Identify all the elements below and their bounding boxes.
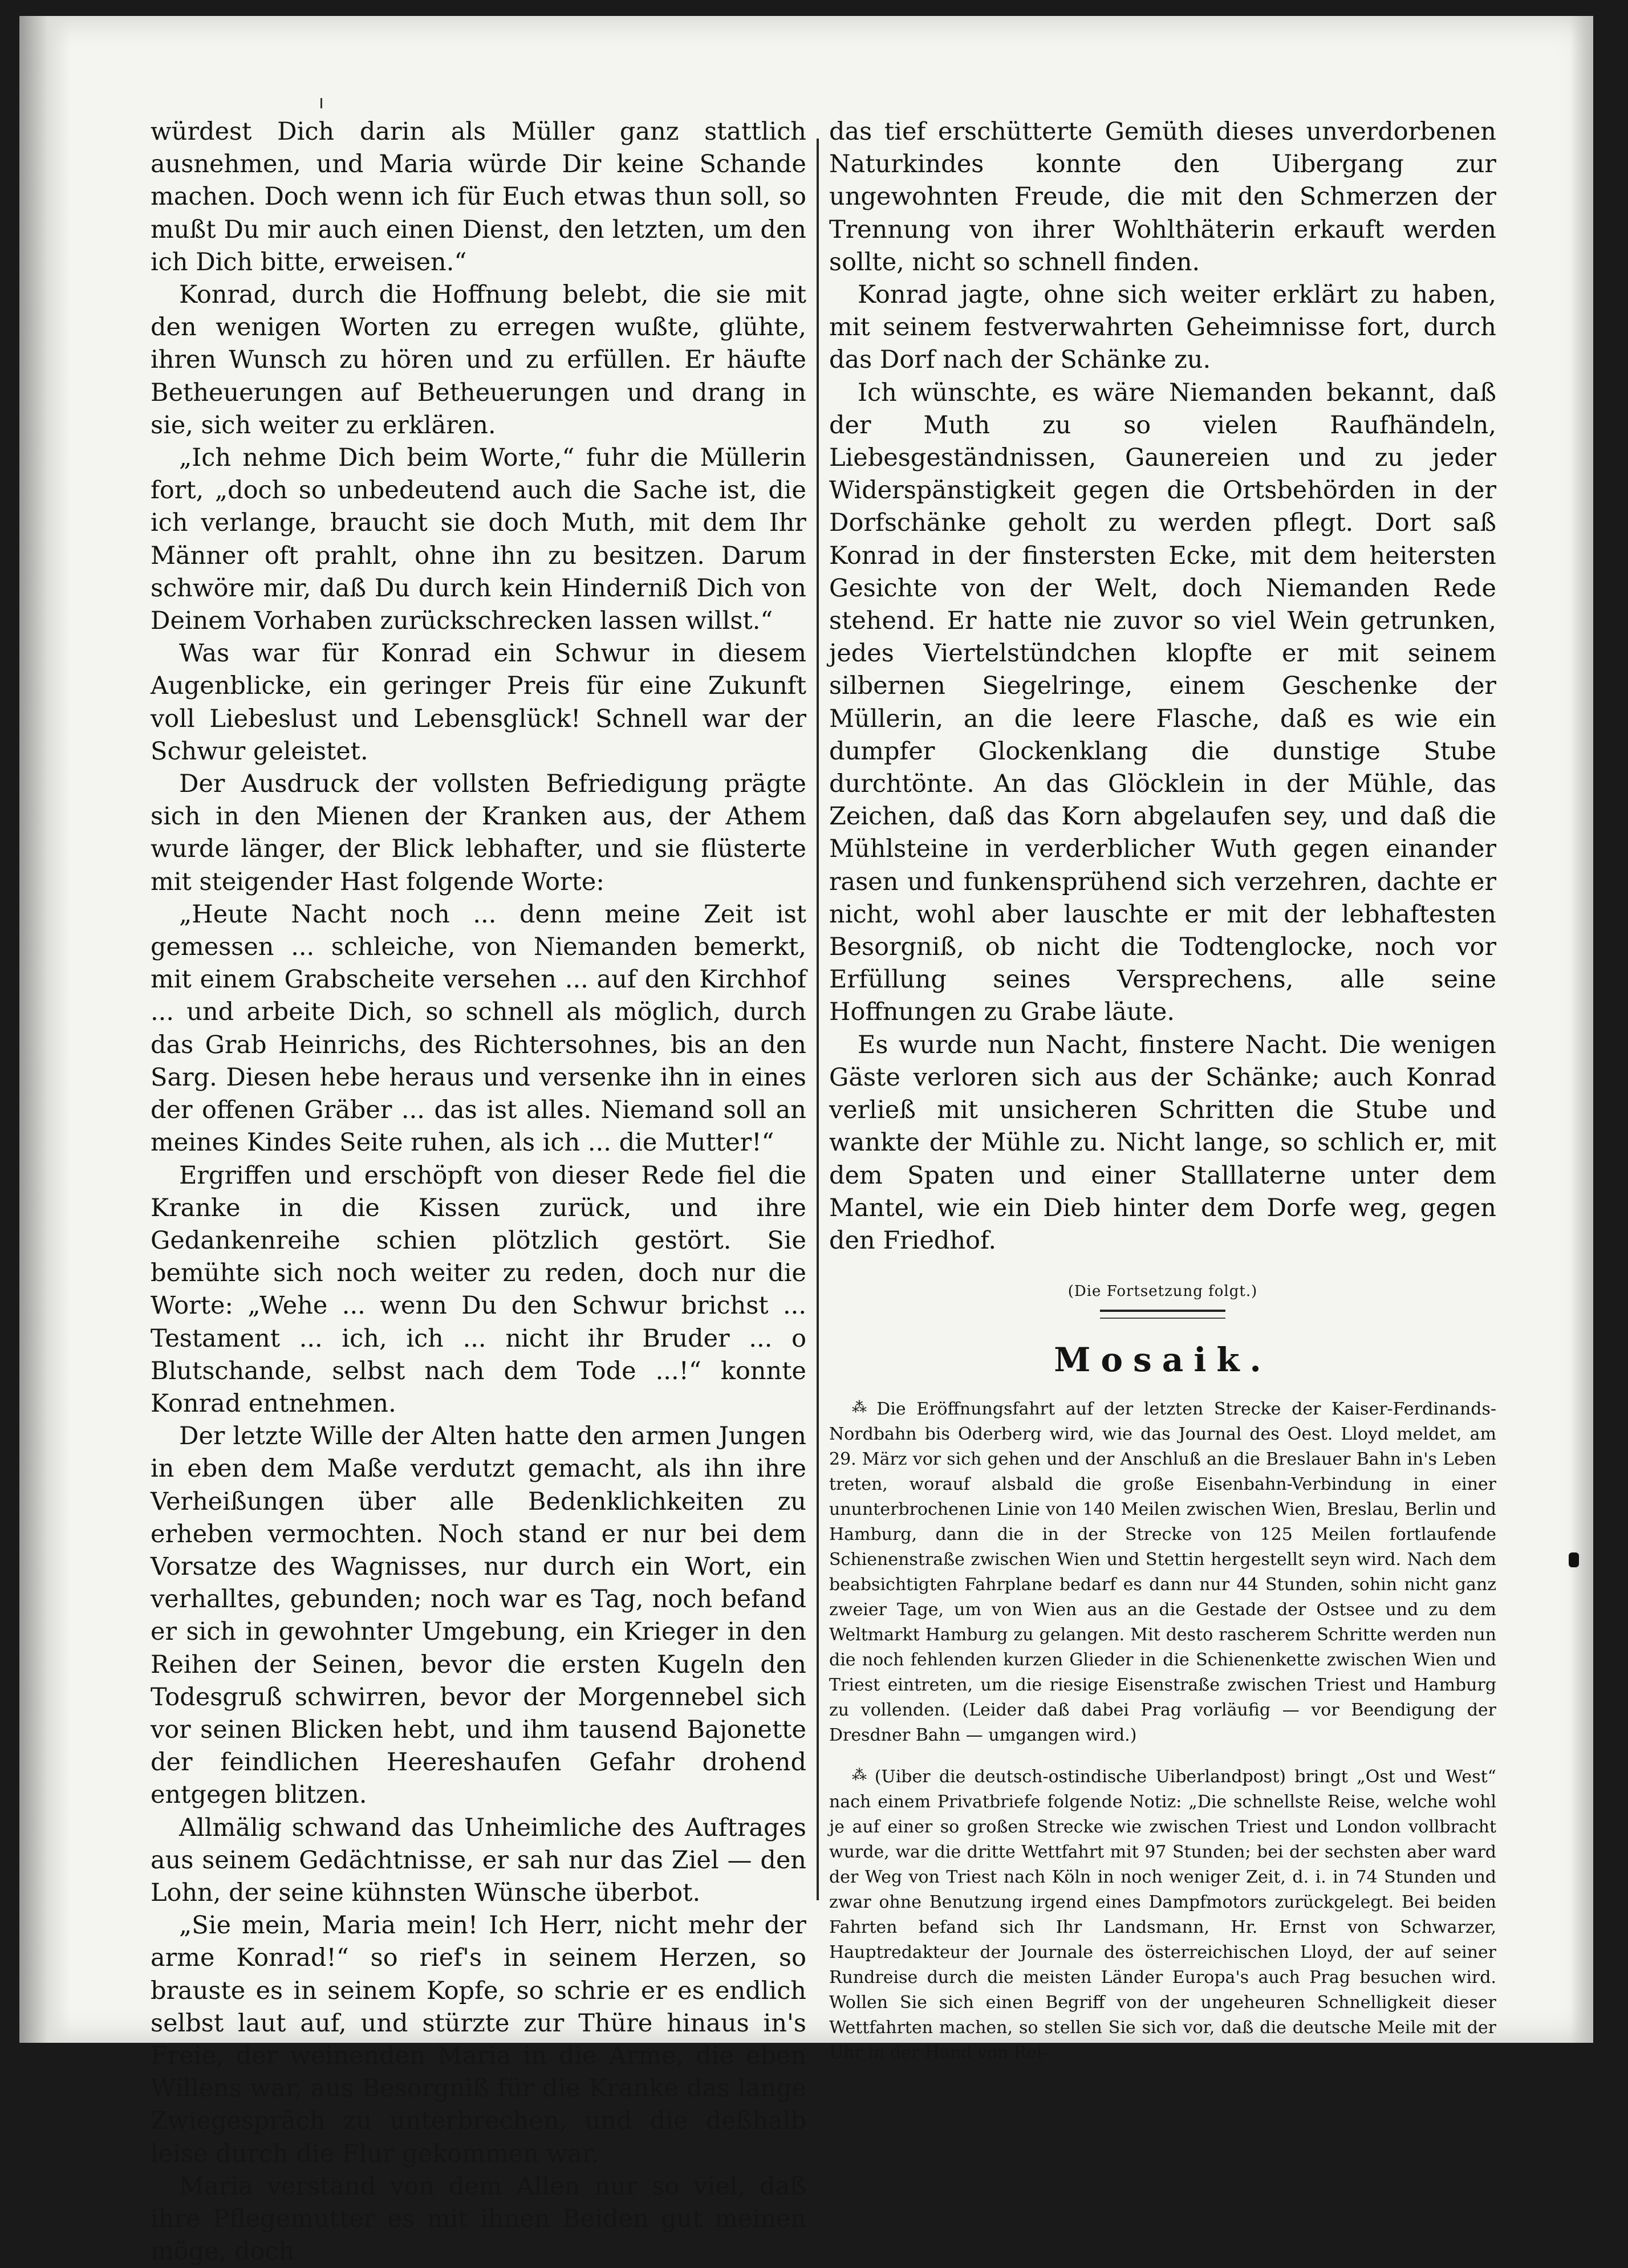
left-column [151, 116, 806, 2268]
news-item [829, 1763, 1496, 2066]
margin-bullet-mark [1569, 1552, 1579, 1567]
newspaper-page [19, 16, 1593, 2266]
paragraph: Der letzte Wille der Alten hatte den armen Jungen in eben dem Maße verdutzt gemacht, als ihn ihre Verheißungen über alle Bedenklichkeiten zu erheben vermochten. Noch stand er nur bei dem Vorsatze des Wagnisses, nur durch ein Wort, ein verhalltes, gebunden; noch war es Tag, noch befand er sich in gewohnter Umgebung, ein Krieger in den Reihen der Seinen, bevor die ersten Kugeln den Todesgruß schwirren, bevor der Morgennebel sich vor seinen Blicken hebt, und ihm tausend Bajonette der feindlichen Heereshaufen Gefahr drohend entgegen blitzen. [151, 1422, 806, 1810]
section-title: Mosaik. [1054, 1340, 1272, 1380]
news-text: Die Eröffnungsfahrt auf der letzten Strecke der Kaiser-Ferdinands-Nordbahn bis Oderberg wird, wie das Journal des Oest. Lloyd meldet, am 29. März vor sich gehen und der Anschluß an die Breslauer Bahn in's Leben treten, worauf alsbald die große Eisenbahn-Verbindung in einer ununterbrochenen Linie von 140 Meilen zwischen Wien, Breslau, Berlin und Hamburg, dann die in der Strecke von 125 Meilen fortlaufende Schienenstraße zwischen Wien und Stettin hergestellt seyn wird. Nach dem beabsichtigten Fahrplane bedarf es dann nur 44 Stunden, sohin nicht ganz zweier Tage, um von Wien aus an die Gestade der Ostsee und zu dem Weltmarkt Hamburg zu gelangen. Mit desto rascherem Schritte werden nun die noch fehlenden kurzen Glieder in die Schienenkette zwischen Wien und Triest eintreten, um die riesige Eisenstraße zwischen Triest und Hamburg zu vollenden. (Leider daß dabei Prag vorläufig — vor Beendigung der Dresdner Bahn — umgangen wird.) [829, 1399, 1497, 1746]
paragraph: Was war für Konrad ein Schwur in diesem Augenblicke, ein geringer Preis für eine Zukunft voll Liebeslust und Lebensglück! Schnell war der Schwur geleistet. [151, 639, 806, 766]
paragraph: Allmälig schwand das Unheimliche des Auftrages aus seinem Gedächtnisse, er sah nur das Ziel — den Lohn, der seine kühnsten Wünsche überbot. [151, 1813, 806, 1907]
section-separator [1100, 1310, 1225, 1319]
news-item [829, 1395, 1496, 1748]
paragraph: Ich wünschte, es wäre Niemanden bekannt, daß der Muth zu so vielen Raufhändeln, Liebesgeständnissen, Gaunereien und zu jeder Widerspänstigkeit gegen die Ortsbehörden in der Dorfschänke geholt zu werden pflegt. Dort saß Konrad in der finstersten Ecke, mit dem heitersten Gesichte von der Welt, doch Niemanden Rede stehend. Er hatte nie zuvor so viel Wein getrunken, jedes Viertelstündchen klopfte er mit seinem silbernen Siegelringe, einem Geschenke der Müllerin, an die leere Flasche, daß es wie ein dumpfer Glockenklang die dunstige Stube durchtönte. An das Glöcklein in der Mühle, das Zeichen, daß das Korn abgelaufen sey, und daß die Mühlsteine in verderblicher Wuth gegen einander rasen und funkensprühend sich verzehren, dachte er nicht, wohl aber lauschte er mit der lebhaftesten Besorgniß, ob nicht die Todtenglocke, noch vor Erfüllung seines Versprechens, alle seine Hoffnungen zu Grabe läute. [829, 378, 1496, 1027]
paragraph: Es wurde nun Nacht, finstere Nacht. Die wenigen Gäste verloren sich aus der Schänke; auch Konrad verließ mit unsicheren Schritten die Stube und wankte der Mühle zu. Nicht lange, so schlich er, mit dem Spaten und einer Stalllaterne unter dem Mantel, wie ein Dieb hinter dem Dorfe weg, gegen den Friedhof. [829, 1030, 1496, 1255]
column-divider [817, 139, 819, 1900]
right-column [829, 116, 1496, 2080]
paragraph: Ergriffen und erschöpft von dieser Rede fiel die Kranke in die Kissen zurück, und ihre Gedankenreihe schien plötzlich gestört. Sie bemühte sich noch weiter zu reden, doch nur die Worte: „Wehe ... wenn Du den Schwur brichst ... Testament ... ich, ich ... nicht ihr Bruder ... o Blutschande, selbst nach dem Tode ...!“ konnte Konrad entnehmen. [151, 1161, 806, 1418]
paragraph: würdest Dich darin als Müller ganz stattlich ausnehmen, und Maria würde Dir keine Schande machen. Doch wenn ich für Euch etwas thun soll, so mußt Du mir auch einen Dienst, den letzten, um den ich Dich bitte, erweisen.“ [151, 117, 806, 277]
paragraph: Der Ausdruck der vollsten Befriedigung prägte sich in den Mienen der Kranken aus, der Athem wurde länger, der Blick lebhafter, und sie flüsterte mit steigender Hast folgende Worte: [151, 770, 806, 896]
binding-shadow [19, 16, 71, 2043]
paragraph: „Sie mein, Maria mein! Ich Herr, nicht mehr der arme Konrad!“ so rief's in seinem Herzen, so brauste es in seinem Kopfe, so schrie er es endlich selbst laut auf, und stürzte zur Thüre hinaus in's Freie, der weinenden Maria in die Arme, die eben Willens war, aus Besorgniß für die Kranke das lange Zwiegespräch zu unterbrechen, und die deßhalb leise durch die Flur gekommen war. [151, 1911, 806, 2168]
asterism-icon: ⁂ [852, 1767, 870, 1785]
print-mark [320, 98, 322, 108]
news-text: (Uiber die deutsch-ostindische Uiberlandpost) bringt „Ost und West“ nach einem Privatbriefe folgende Notiz: „Die schnellste Reise, welche wohl je auf einer so großen Strecke wie zwischen Triest und London vollbracht wurde, war die dritte Wettfahrt mit 97 Stunden; bei der sechsten aber ward der Weg von Triest nach Köln in noch weniger Zeit, d. i. in 74 Stunden und zwar ohne Benutzung irgend eines Dampfmotors zurückgelegt. Bei beiden Fahrten befand sich Ihr Landsmann, Hr. Ernst von Schwarzer, Hauptredakteur der Journale des österreichischen Lloyd, der auf seiner Rundreise durch die meisten Länder Europa's auch Prag besuchen wird. Wollen Sie sich einen Begriff von der ungeheuren Schnelligkeit dieser Wettfahrten machen, so stellen Sie sich vor, daß die deutsche Meile mit der Uhr in der Hand von Rei- [829, 1767, 1496, 2063]
paragraph: Konrad, durch die Hoffnung belebt, die sie mit den wenigen Worten zu erregen wußte, glühte, ihren Wunsch zu hören und zu erfüllen. Er häufte Betheuerungen auf Betheuerungen und drang in sie, sich weiter zu erklären. [151, 281, 806, 440]
continued-note: (Die Fortsetzung folgt.) [1067, 1283, 1258, 1300]
paragraph: „Heute Nacht noch ... denn meine Zeit ist gemessen ... schleiche, von Niemanden bemerkt, mit einem Grabscheite versehen ... auf den Kirchhof ... und arbeite Dich, so schnell als möglich, durch das Grab Heinrichs, des Richtersohnes, bis an den Sarg. Diesen hebe heraus und versenke ihn in eines der offenen Gräber ... das ist alles. Niemand soll an meines Kindes Seite ruhen, als ich ... die Mutter!“ [151, 900, 806, 1157]
page-edge-shadow [1570, 16, 1593, 2043]
paragraph: Konrad jagte, ohne sich weiter erklärt zu haben, mit seinem festverwahrten Geheimnisse fort, durch das Dorf nach der Schänke zu. [829, 281, 1496, 375]
paragraph: „Ich nehme Dich beim Worte,“ fuhr die Müllerin fort, „doch so unbedeutend auch die Sache ist, die ich verlange, braucht sie doch Muth, mit dem Ihr Männer oft prahlt, ohne ihn zu besitzen. Darum schwöre mir, daß Du durch kein Hinderniß Dich von Deinem Vorhaben zurückschrecken lassen willst.“ [151, 444, 806, 636]
paragraph: das tief erschütterte Gemüth dieses unverdorbenen Naturkindes konnte den Uibergang zur ungewohnten Freude, die mit den Schmerzen der Trennung von ihrer Wohlthäterin erkauft werden sollte, nicht so schnell finden. [829, 117, 1496, 277]
asterism-icon: ⁂ [852, 1399, 872, 1417]
paragraph: Maria verstand von dem Allen nur so viel, daß ihre Pflegemutter es mit ihnen Beiden gut meinen möge, doch [151, 2172, 806, 2266]
